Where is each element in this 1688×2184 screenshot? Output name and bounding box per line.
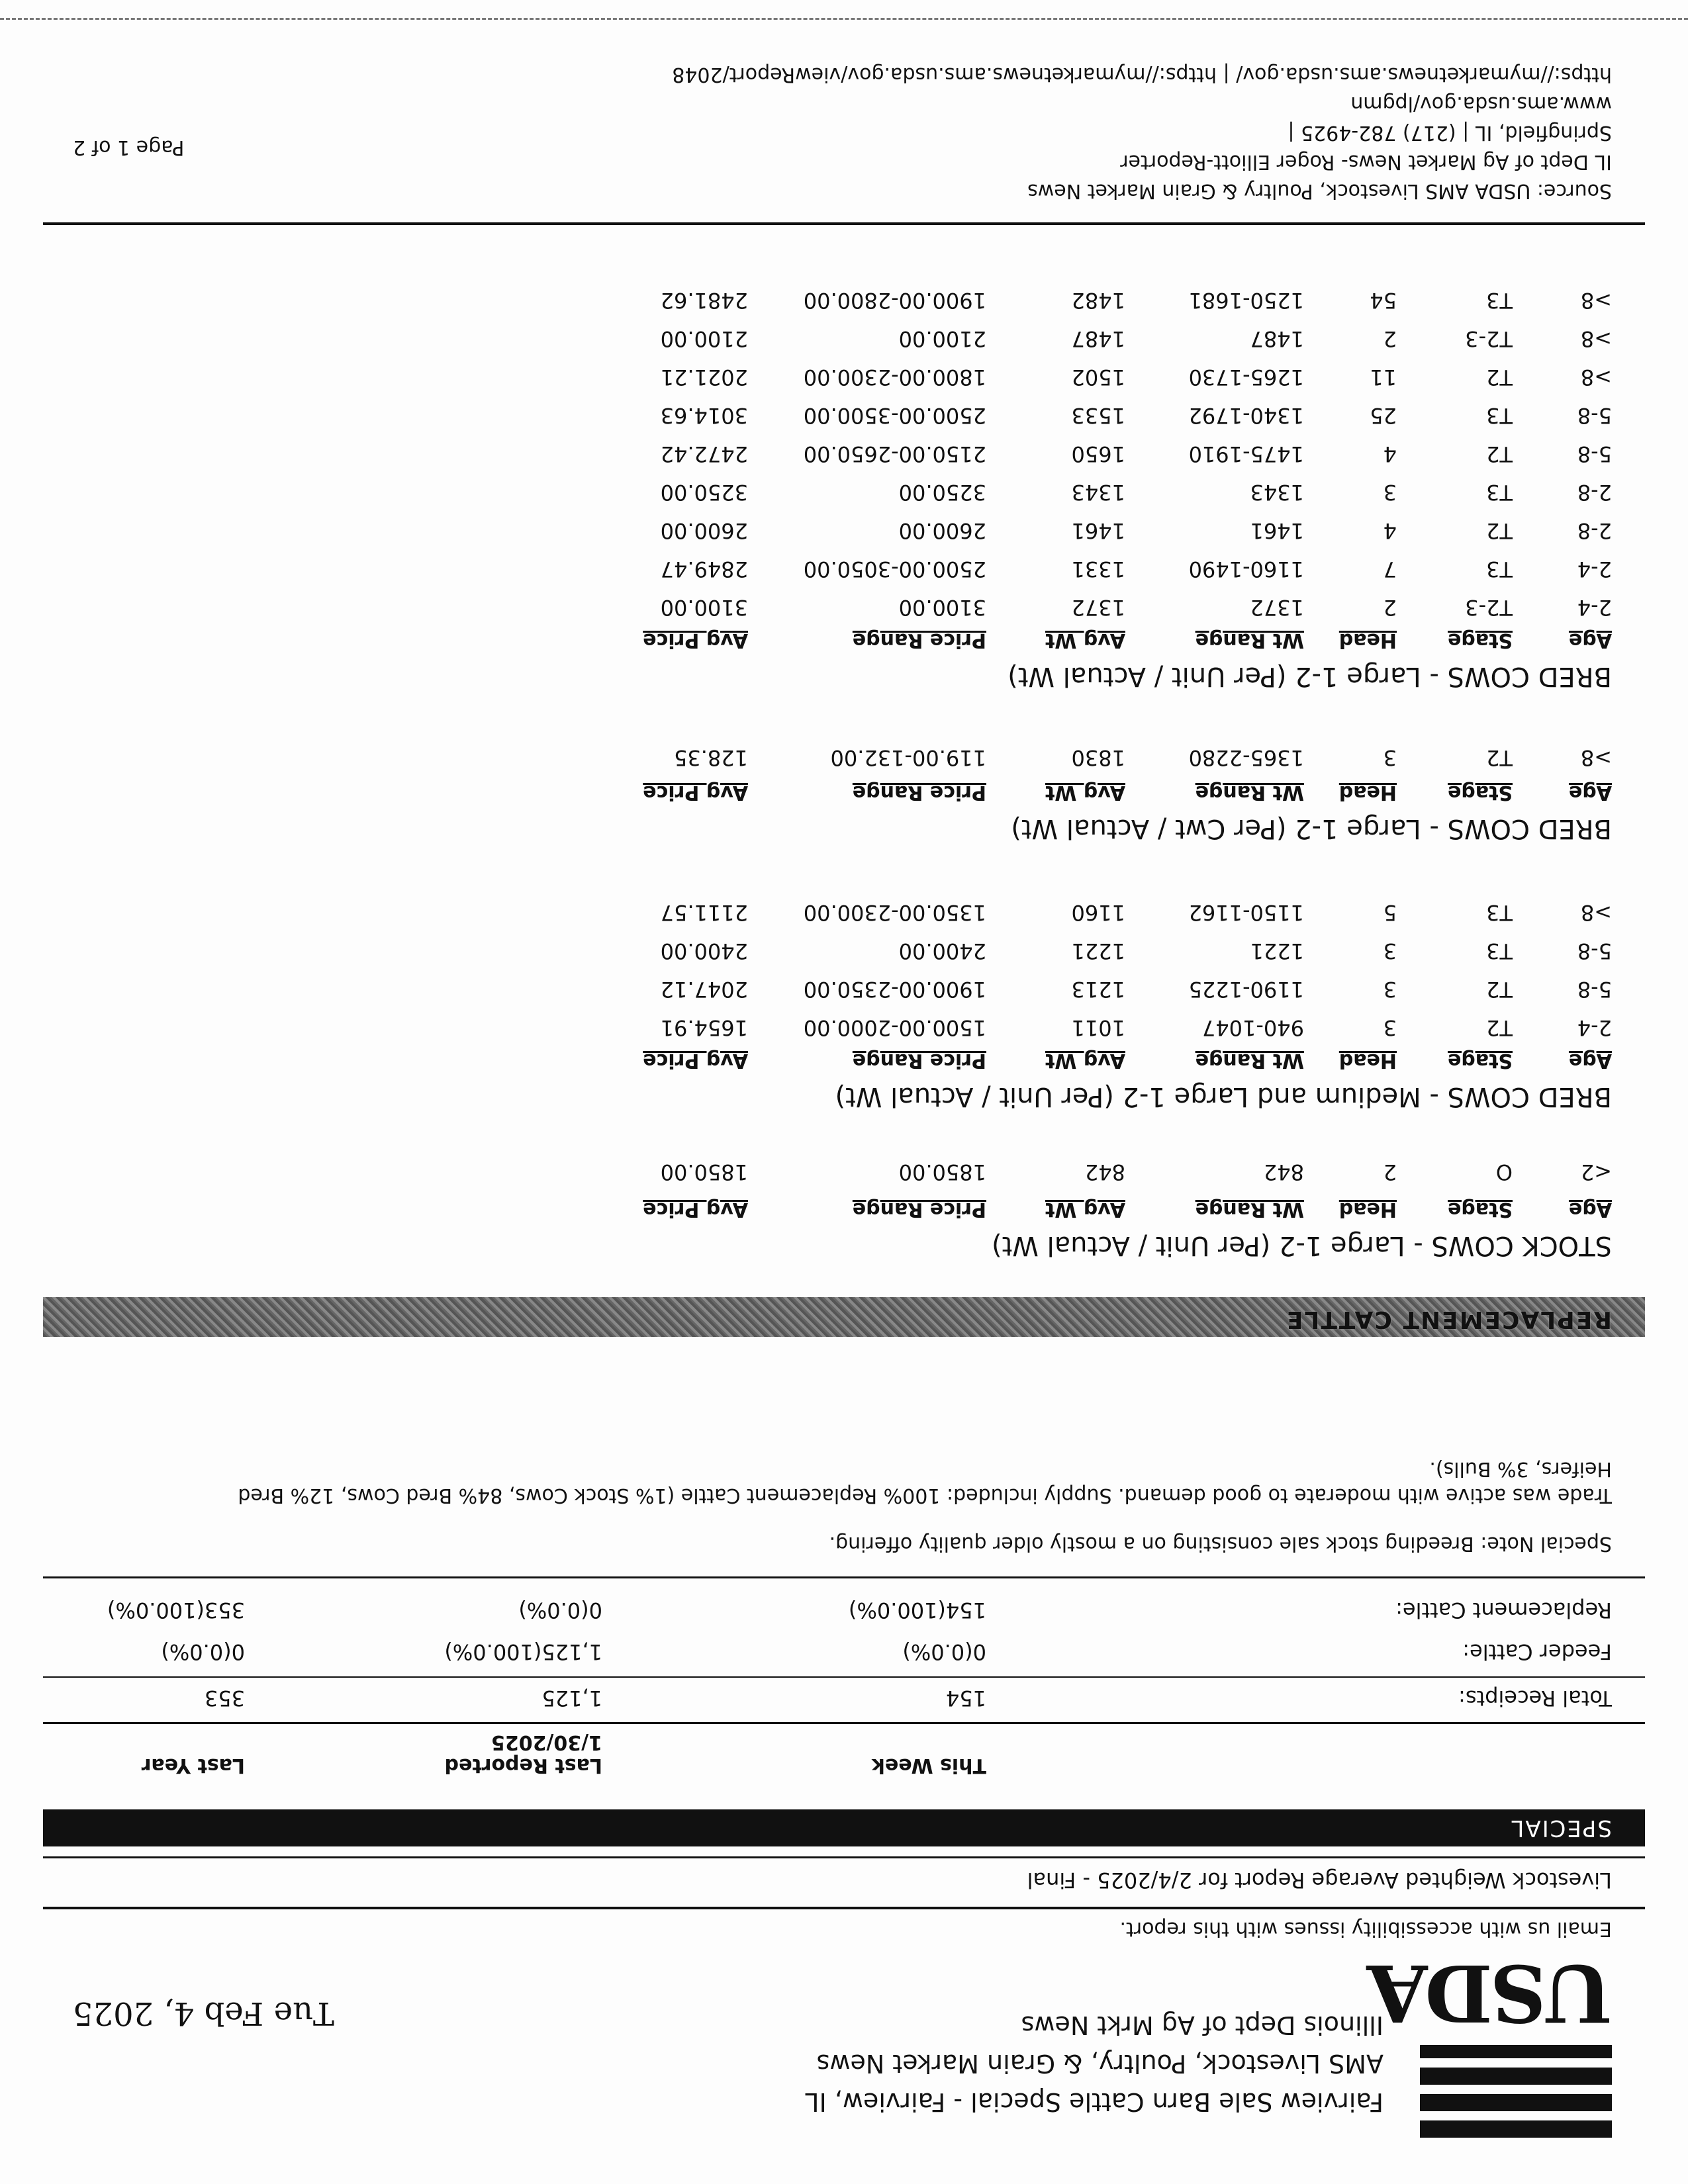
last-reported-date: 1/30/2025	[491, 1731, 602, 1754]
col-this-week: This Week	[871, 1754, 986, 1777]
cell-avg-price: 2600.00	[660, 518, 748, 543]
cell-avg-price: 2472.42	[660, 441, 748, 467]
footer-website-link[interactable]: www.ams.usda.gov/lpgmn	[1350, 92, 1612, 115]
report-header-subtitle: AMS Livestock, Poultry, & Grain Market News	[816, 2049, 1383, 2078]
cell-avg-price: 2481.62	[660, 288, 748, 313]
cell-price-range: 3250.00	[898, 480, 986, 505]
cell-wt-range: 1475-1910	[1188, 441, 1304, 467]
cell-wt-range: 1340-1792	[1188, 403, 1304, 428]
replacement-last-reported: 0(0.0%)	[518, 1598, 602, 1623]
header-avg-price: Avg Price	[643, 1049, 748, 1072]
cell-stage: T2-3	[1465, 595, 1513, 620]
cell-avg-wt: 1343	[1071, 480, 1125, 505]
cell-head: 7	[1383, 557, 1397, 582]
cell-price-range: 1350.00-2300.00	[803, 900, 986, 925]
cell-head: 3	[1383, 977, 1397, 1002]
cell-price-range: 1900.00-2800.00	[803, 288, 986, 313]
cell-stage: T3	[1486, 403, 1513, 428]
col-last-year: Last Year	[141, 1754, 245, 1777]
scan-edge-divider	[0, 18, 1688, 20]
header-head: Head	[1338, 781, 1397, 804]
divider	[43, 1907, 1645, 1909]
cell-avg-wt: 1650	[1071, 441, 1125, 467]
cell-age: 5-8	[1577, 441, 1612, 467]
header-head: Head	[1338, 1049, 1397, 1072]
cell-price-range: 1500.00-2000.00	[803, 1015, 986, 1040]
header-wt-range: Wt Range	[1195, 781, 1304, 804]
divider	[43, 1576, 1645, 1578]
cell-wt-range: 842	[1263, 1160, 1304, 1185]
cell-price-range: 2500.00-3500.00	[803, 403, 986, 428]
header-avg-wt: Avg Wt	[1045, 1198, 1125, 1221]
cell-avg-wt: 1160	[1071, 900, 1125, 925]
cell-head: 4	[1383, 441, 1397, 467]
header-avg-price: Avg Price	[643, 781, 748, 804]
cell-head: 2	[1383, 326, 1397, 351]
cell-head: 3	[1383, 1015, 1397, 1040]
cell-avg-wt: 1482	[1071, 288, 1125, 313]
cell-wt-range: 1265-1730	[1188, 365, 1304, 390]
cell-age: 2-8	[1577, 518, 1612, 543]
cell-price-range: 2150.00-2650.00	[803, 441, 986, 467]
cell-age: 2-4	[1577, 557, 1612, 582]
header-wt-range: Wt Range	[1195, 1049, 1304, 1072]
header-price-range: Price Range	[852, 1198, 986, 1221]
cell-stage: T2	[1486, 441, 1513, 467]
cell-stage: T3	[1486, 288, 1513, 313]
cell-age: <2	[1580, 1160, 1612, 1185]
header-age: Age	[1568, 629, 1612, 652]
cell-avg-price: 2849.47	[660, 557, 748, 582]
cell-price-range: 1800.00-2300.00	[803, 365, 986, 390]
cell-wt-range: 1372	[1250, 595, 1304, 620]
header-stage: Stage	[1447, 781, 1513, 804]
header-titles	[805, 2006, 1383, 2121]
cell-stage: T2	[1486, 745, 1513, 770]
header-avg-wt: Avg Wt	[1045, 781, 1125, 804]
cell-wt-range: 1461	[1250, 518, 1304, 543]
header-stage: Stage	[1447, 629, 1513, 652]
cell-stage: T3	[1486, 900, 1513, 925]
footer-phone-line: Springfield, IL | (217) 782-4925 |	[1288, 121, 1612, 144]
header-head: Head	[1338, 629, 1397, 652]
cell-wt-range: 1150-1162	[1188, 900, 1304, 925]
cell-age: 5-8	[1577, 938, 1612, 964]
cell-stage: T2	[1486, 518, 1513, 543]
cell-avg-price: 2111.57	[660, 900, 748, 925]
replacement-cattle-label: REPLACEMENT CATTLE	[1285, 1306, 1612, 1333]
special-section-bar	[43, 1809, 1645, 1846]
footer-source-line: Source: USDA AMS Livestock, Poultry & Grain Market News	[1027, 179, 1612, 203]
report-header-agency: Illinois Dept of Ag Mrkt News	[1021, 2011, 1383, 2040]
divider	[43, 1676, 1645, 1678]
logo-text: USDA	[1369, 1947, 1612, 2039]
cell-price-range: 119.00-132.00	[830, 745, 986, 770]
report-title: Livestock Weighted Average Report for 2/4/2025 - Final	[1027, 1868, 1612, 1893]
report-date: Tue Feb 4, 2025	[73, 1995, 334, 2032]
replacement-label: Replacement Cattle:	[1395, 1598, 1612, 1623]
cell-stage: T2	[1486, 1015, 1513, 1040]
cell-head: 3	[1383, 480, 1397, 505]
cell-price-range: 3100.00	[898, 595, 986, 620]
cell-age: 2-8	[1577, 480, 1612, 505]
section-title: BRED COWS - Large 1-2 (Per Cwt / Actual Wt)	[1011, 813, 1612, 844]
divider	[43, 1856, 1645, 1858]
cell-avg-price: 2047.12	[660, 977, 748, 1002]
header-wt-range: Wt Range	[1195, 1198, 1304, 1221]
replacement-last-year: 353(100.0%)	[107, 1598, 245, 1623]
cell-wt-range: 1487	[1250, 326, 1304, 351]
header-stage: Stage	[1447, 1198, 1513, 1221]
cell-wt-range: 1365-2280	[1188, 745, 1304, 770]
col-last-reported: Last Reported	[444, 1754, 602, 1777]
header-age: Age	[1568, 781, 1612, 804]
header-age: Age	[1568, 1049, 1612, 1072]
cell-price-range: 2500.00-3050.00	[803, 557, 986, 582]
receipts-this-week: 154	[945, 1686, 986, 1711]
cell-stage: T2	[1486, 977, 1513, 1002]
header-age: Age	[1568, 1198, 1612, 1221]
cell-price-range: 2100.00	[898, 326, 986, 351]
receipts-label: Total Receipts:	[1458, 1686, 1612, 1711]
cell-head: 2	[1383, 1160, 1397, 1185]
section-title: BRED COWS - Large 1-2 (Per Unit / Actual Wt)	[1008, 661, 1612, 692]
header-price-range: Price Range	[852, 629, 986, 652]
cell-wt-range: 1221	[1250, 938, 1304, 964]
cell-avg-price: 3250.00	[660, 480, 748, 505]
cell-stage: O	[1495, 1160, 1513, 1185]
receipts-last-year: 353	[204, 1686, 245, 1711]
cell-price-range: 2400.00	[898, 938, 986, 964]
cell-avg-price: 2021.21	[660, 365, 748, 390]
cell-price-range: 1850.00	[898, 1160, 986, 1185]
header-wt-range: Wt Range	[1195, 629, 1304, 652]
special-note: Special Note: Breeding stock sale consisting on a mostly older quality offering.	[829, 1532, 1612, 1555]
cell-avg-wt: 1372	[1071, 595, 1125, 620]
cell-age: >8	[1580, 745, 1612, 770]
cell-avg-price: 1850.00	[660, 1160, 748, 1185]
cell-age: 5-8	[1577, 403, 1612, 428]
cell-avg-price: 128.35	[674, 745, 748, 770]
divider	[43, 222, 1645, 225]
cell-avg-price: 3100.00	[660, 595, 748, 620]
usda-logo	[1369, 1946, 1612, 2138]
cell-avg-wt: 1487	[1071, 326, 1125, 351]
cell-stage: T2	[1486, 365, 1513, 390]
feeder-this-week: 0(0.0%)	[902, 1639, 986, 1664]
cell-head: 3	[1383, 745, 1397, 770]
cell-avg-wt: 842	[1084, 1160, 1125, 1185]
header-avg-wt: Avg Wt	[1045, 629, 1125, 652]
header-avg-price: Avg Price	[643, 1198, 748, 1221]
cell-avg-price: 3014.63	[660, 403, 748, 428]
footer-source	[672, 60, 1612, 205]
header-price-range: Price Range	[852, 1049, 986, 1072]
cell-age: >8	[1580, 365, 1612, 390]
page-number: Page 1 of 2	[73, 136, 185, 159]
cell-age: 2-4	[1577, 595, 1612, 620]
cell-avg-wt: 1461	[1071, 518, 1125, 543]
header-avg-wt: Avg Wt	[1045, 1049, 1125, 1072]
cell-head: 3	[1383, 938, 1397, 964]
cell-head: 54	[1370, 288, 1397, 313]
cell-head: 11	[1370, 365, 1397, 390]
cell-avg-price: 2400.00	[660, 938, 748, 964]
footer-reporter-line: IL Dept of Ag Market News- Roger Elliott-Reporter	[1120, 150, 1612, 173]
cell-avg-price: 2100.00	[660, 326, 748, 351]
feeder-label: Feeder Cattle:	[1462, 1639, 1612, 1664]
cell-head: 5	[1383, 900, 1397, 925]
cell-avg-wt: 1331	[1071, 557, 1125, 582]
cell-wt-range: 1160-1490	[1188, 557, 1304, 582]
cell-stage: T3	[1486, 480, 1513, 505]
cell-avg-wt: 1213	[1071, 977, 1125, 1002]
header-head: Head	[1338, 1198, 1397, 1221]
cell-age: >8	[1580, 326, 1612, 351]
cell-wt-range: 940-1047	[1201, 1015, 1304, 1040]
receipts-last-reported: 1,125	[541, 1686, 602, 1711]
header-price-range: Price Range	[852, 781, 986, 804]
cell-age: 2-4	[1577, 1015, 1612, 1040]
trade-summary-line: Trade was active with moderate to good demand. Supply included: 100% Replacement Cattle (1% Stock Cows, 84% Bred Cows, 12% Bred	[238, 1484, 1612, 1507]
cell-stage: T2-3	[1465, 326, 1513, 351]
report-header-title: Fairview Sale Barn Cattle Special - Fairview, IL	[805, 2087, 1383, 2116]
cell-avg-wt: 1830	[1071, 745, 1125, 770]
header-avg-price: Avg Price	[643, 629, 748, 652]
cell-stage: T3	[1486, 557, 1513, 582]
replacement-this-week: 154(100.0%)	[848, 1598, 986, 1623]
cell-avg-wt: 1221	[1071, 938, 1125, 964]
cell-avg-wt: 1011	[1071, 1015, 1125, 1040]
cell-price-range: 2600.00	[898, 518, 986, 543]
cell-head: 25	[1370, 403, 1397, 428]
cell-stage: T3	[1486, 938, 1513, 964]
cell-head: 2	[1383, 595, 1397, 620]
trade-summary-line: Heifers, 3% Bulls).	[1429, 1457, 1612, 1480]
feeder-last-year: 0(0.0%)	[161, 1639, 245, 1664]
accessibility-email-link[interactable]: Email us with accessibility issues with this report.	[1119, 1917, 1612, 1940]
replacement-cattle-bar	[43, 1297, 1645, 1337]
cell-avg-wt: 1533	[1071, 403, 1125, 428]
section-title: BRED COWS - Medium and Large 1-2 (Per Unit / Actual Wt)	[835, 1081, 1612, 1112]
divider	[43, 1722, 1645, 1724]
cell-avg-wt: 1502	[1071, 365, 1125, 390]
special-label: SPECIAL	[1510, 1815, 1612, 1841]
cell-avg-price: 1654.91	[660, 1015, 748, 1040]
cell-wt-range: 1343	[1250, 480, 1304, 505]
cell-age: >8	[1580, 900, 1612, 925]
cell-head: 4	[1383, 518, 1397, 543]
section-title: STOCK COWS - Large 1-2 (Per Unit / Actual Wt)	[992, 1230, 1612, 1261]
cell-wt-range: 1190-1225	[1188, 977, 1304, 1002]
feeder-last-reported: 1,125(100.0%)	[444, 1639, 602, 1664]
cell-wt-range: 1250-1681	[1188, 288, 1304, 313]
cell-age: >8	[1580, 288, 1612, 313]
footer-mymarketnews-link[interactable]: https://mymarketnews.ams.usda.gov/ | https://mymarketnews.ams.usda.gov/viewReport/2048	[672, 63, 1612, 86]
header-stage: Stage	[1447, 1049, 1513, 1072]
cell-age: 5-8	[1577, 977, 1612, 1002]
cell-price-range: 1900.00-2350.00	[803, 977, 986, 1002]
